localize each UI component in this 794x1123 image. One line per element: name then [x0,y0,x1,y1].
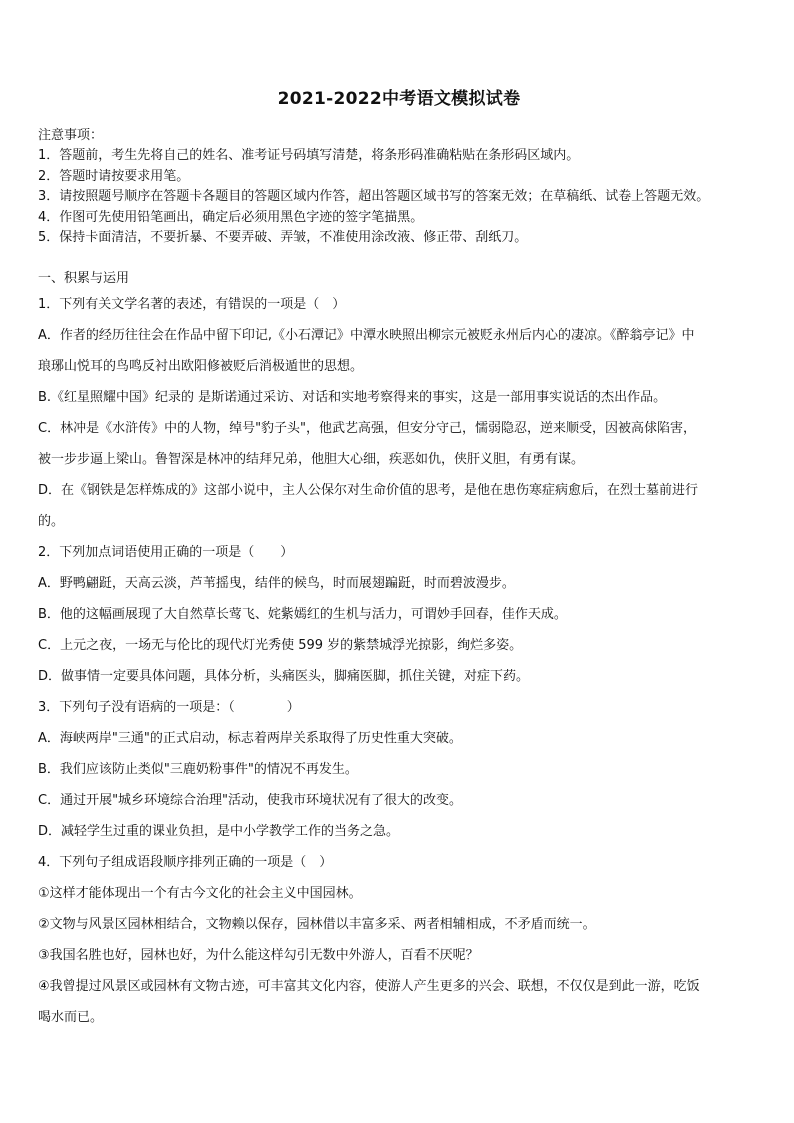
sentence-4: ④我曾提过风景区或园林有文物古迹，可丰富其文化内容，使游人产生更多的兴会、联想，不仅仅是到此一游，吃饭 [38,978,700,994]
question-stem: 2．下列加点词语使用正确的一项是（ ） [38,544,294,560]
option-c: C．林冲是《水浒传》中的人物，绰号"豹子头"，他武艺高强，但安分守己，懦弱隐忍，逆来顺受，因被高俅陷害， [38,420,697,436]
option-d-cont: 的。 [38,513,65,529]
option-a-cont: 琅琊山悦耳的鸟鸣反衬出欧阳修被贬后消极遁世的思想。 [38,358,364,374]
option-c: C．上元之夜，一场无与伦比的现代灯光秀使 599 岁的紫禁城浮光掠影，绚烂多姿。 [38,637,523,653]
notice-item: 2．答题时请按要求用笔。 [38,168,190,184]
section-heading: 一、积累与运用 [38,270,130,286]
option-d: D．减轻学生过重的课业负担，是中小学教学工作的当务之急。 [38,823,400,839]
option-a: A．海峡两岸"三通"的正式启动，标志着两岸关系取得了历史性重大突破。 [38,730,462,746]
question-1 [38,289,760,537]
notice-item: 1．答题前，考生先将自己的姓名、准考证号码填写清楚，将条形码准确粘贴在条形码区域内。 [38,148,580,163]
question-stem: 3．下列句子没有语病的一项是：（ ） [38,699,300,715]
sentence-3: ③我国名胜也好，园林也好，为什么能这样勾引无数中外游人，百看不厌呢？ [38,947,479,963]
exam-page [38,88,760,1033]
question-stem: 1．下列有关文学名著的表述，有错误的一项是（ ） [38,296,346,312]
question-3 [38,692,760,847]
option-d: D．做事情一定要具体问题，具体分析，头痛医头，脚痛医脚，抓住关键，对症下药。 [38,668,530,684]
sentence-4-cont: 喝水而已。 [38,1009,104,1025]
question-stem: 4．下列句子组成语段顺序排列正确的一项是（ ） [38,854,333,870]
option-a: A．作者的经历往往会在作品中留下印记,《小石潭记》中潭水映照出柳宗元被贬永州后内心的凄凉。《醉翁亭记》中 [38,327,695,343]
sentence-1: ①这样才能体现出一个有古今文化的社会主义中国园林。 [38,885,362,901]
option-b: B．他的这幅画展现了大自然草长莺飞、姹紫嫣红的生机与活力，可谓妙手回春，佳作天成。 [38,606,567,622]
option-b: B.《红星照耀中国》纪录的 是斯诺通过采访、对话和实地考察得来的事实，这是一部用事实说话的杰出作品。 [38,389,667,405]
option-c-cont: 被一步步逼上梁山。鲁智深是林冲的结拜兄弟，他胆大心细，疾恶如仇，侠肝义胆，有勇有谋。 [38,451,585,467]
option-a: A．野鸭翩跹，天高云淡，芦苇摇曳，结伴的候鸟，时而展翅蹁跹，时而碧波漫步。 [38,575,515,591]
sentence-2: ②文物与风景区园林相结合，文物赖以保存，园林借以丰富多采、两者相辅相成，不矛盾而统一。 [38,916,596,932]
option-d: D．在《钢铁是怎样炼成的》这部小说中，主人公保尔对生命价值的思考，是他在患伤寒症病愈后，在烈士墓前进行 [38,482,699,498]
question-2 [38,537,760,692]
option-c: C．通过开展"城乡环境综合治理"活动，使我市环境状况有了很大的改变。 [38,792,463,808]
question-4 [38,847,760,1033]
page-title: 2021-2022中考语文模拟试卷 [277,89,521,109]
notice-heading: 注意事项： [38,128,104,143]
option-b: B．我们应该防止类似"三鹿奶粉事件"的情况不再发生。 [38,761,358,777]
notice-item: 3．请按照题号顺序在答题卡各题目的答题区域内作答，超出答题区域书写的答案无效；在草稿纸、试卷上答题无效。 [38,189,710,204]
notice-item: 4．作图可先使用铅笔画出，确定后必须用黑色字迹的签字笔描黑。 [38,209,424,225]
notice-block [38,126,760,249]
notice-item: 5．保持卡面清洁，不要折暴、不要弄破、弄皱，不准使用涂改液、修正带、刮纸刀。 [38,230,528,245]
